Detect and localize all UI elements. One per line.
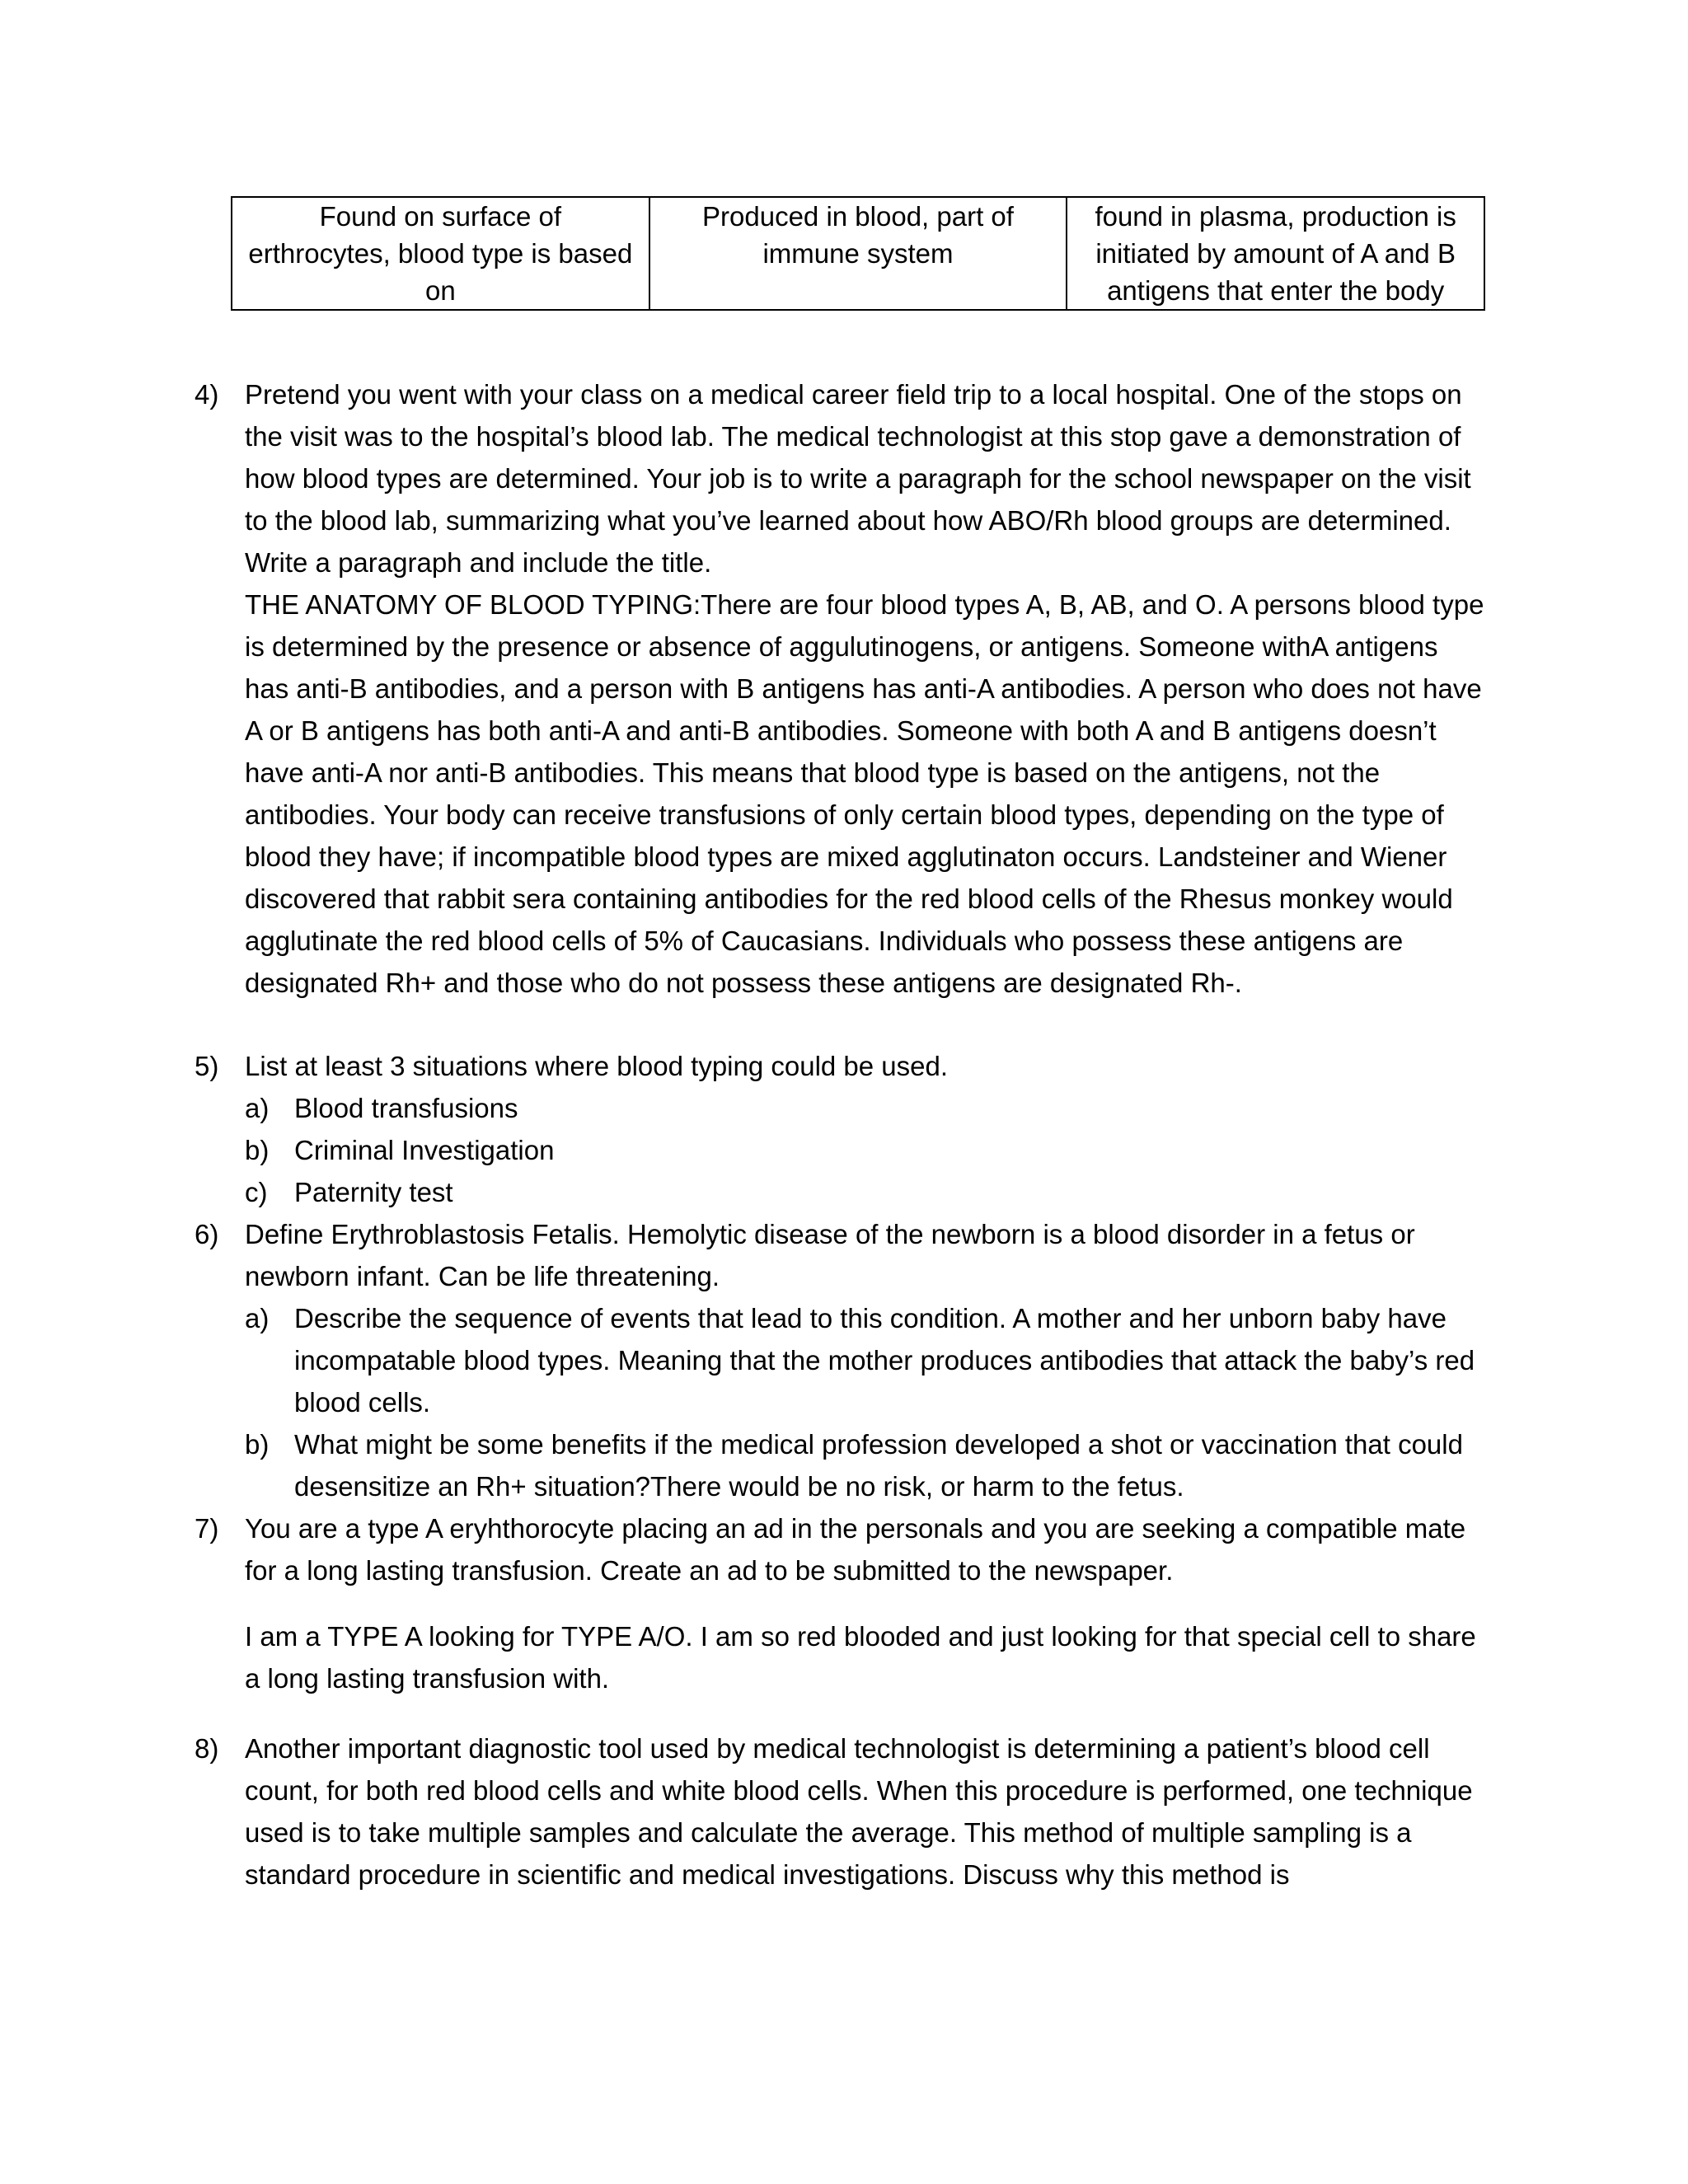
list-item-letter: a) [245,1093,270,1123]
list-item-letter: c) [245,1177,268,1207]
question-prompt: List at least 3 situations where blood typing could be used. [245,1051,949,1081]
question-prompt: Pretend you went with your class on a medical career field trip to a local hospital. One of the stops on the visit was to the hospital’s blood lab. The medical technologist at this stop gave a demonstration of how blood types are determined. Your job is to write a paragraph for the school newspaper on the visit to the blood lab, summarizing what you’ve learned about how ABO/Rh blood groups are determined. Write a paragraph and include the title. [245,379,1471,578]
question-prompt: You are a type A eryhthorocyte placing an ad in the personals and you are seeking a compatible mate for a long lasting transfusion. Create an ad to be submitted to the newspaper. [245,1513,1466,1586]
question-4 [0,373,1688,1004]
antigen-antibody-table [231,196,1485,311]
list-item-text: What might be some benefits if the medical profession developed a shot or vaccination that could desensitize an Rh+ situation?There would be no risk, or harm to the fetus. [294,1429,1463,1502]
question-5 [0,1045,1688,1213]
question-7 [0,1507,1688,1591]
list-item-letter: b) [245,1429,270,1460]
table-cell-agglutinins: found in plasma, production is initiated by amount of A and B antigens that enter the body [1067,197,1484,310]
answer-paragraph: THE ANATOMY OF BLOOD TYPING:There are four blood types A, B, AB, and O. A persons blood type is determined by the presence or absence of aggulutinogens, or antigens. Someone withA antigens has anti-B antibodies, and a person with B antigens has anti-A antibodies. A person who does not have A or B antigens has both anti-A and anti-B antibodies. Someone with both A and B antigens doesn’t have anti-A nor anti-B antibodies. This means that blood type is based on the antigens, not the antibodies. Your body can receive transfusions of only certain blood types, depending on the type of blood they have; if incompatible blood types are mixed agglutinaton occurs. Landsteiner and Wiener discovered that rabbit sera containing antibodies for the red blood cells of the Rhesus monkey would agglutinate the red blood cells of 5% of Caucasians. Individuals who possess these antigens are designated Rh+ and those who do not possess these antigens are designated Rh-. [245,589,1484,998]
list-item-letter: a) [245,1303,270,1333]
question-6 [0,1213,1688,1507]
table-row [232,197,1484,310]
question-number: 8) [195,1733,219,1764]
question-7-answer [0,1615,1688,1699]
list-item-text: Criminal Investigation [294,1135,555,1165]
question-number: 7) [195,1513,219,1544]
question-8 [0,1727,1688,1896]
list-item-text: Paternity test [294,1177,453,1207]
list-item [0,1129,1688,1171]
list-item [0,1087,1688,1129]
list-item-letter: b) [245,1135,270,1165]
list-item-text: Describe the sequence of events that lead to this condition. A mother and her unborn baby have incompatable blood types. Meaning that the mother produces antibodies that attack the baby’s red blood cells. [294,1303,1475,1418]
question-number: 6) [195,1219,219,1249]
question-prompt: Another important diagnostic tool used by medical technologist is determining a patient’s blood cell count, for both red blood cells and white blood cells. When this procedure is performed, one technique used is to take multiple samples and calculate the average. This method of multiple sampling is a standard procedure in scientific and medical investigations. Discuss why this method is [245,1733,1473,1890]
question-number: 5) [195,1051,219,1081]
question-prompt: Define Erythroblastosis Fetalis. Hemolytic disease of the newborn is a blood disorder in a fetus or newborn infant. Can be life threatening. [245,1219,1415,1291]
list-item [0,1297,1688,1423]
table-cell-antibodies: Produced in blood, part of immune system [649,197,1067,310]
list-item [0,1423,1688,1507]
table-cell-antigens: Found on surface of erthrocytes, blood type is based on [232,197,649,310]
list-item [0,1171,1688,1213]
list-item-text: Blood transfusions [294,1093,518,1123]
question-number: 4) [195,379,219,410]
answer-paragraph: I am a TYPE A looking for TYPE A/O. I am so red blooded and just looking for that special cell to share a long lasting transfusion with. [245,1621,1476,1694]
